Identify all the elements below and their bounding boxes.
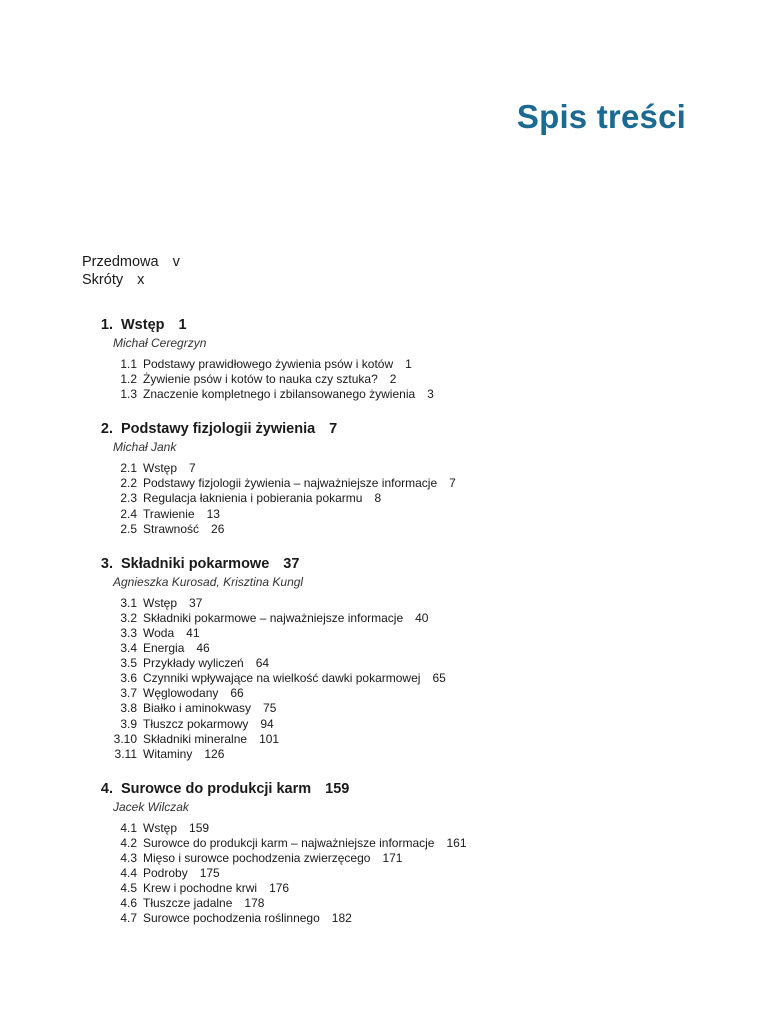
section-page: 1 (405, 357, 412, 371)
section-page: 171 (382, 850, 403, 865)
chapter-heading[interactable] (82, 779, 722, 799)
front-matter-title: Przedmowa (82, 254, 159, 270)
section-page: 75 (263, 701, 277, 716)
front-matter-page: x (137, 272, 145, 288)
section-page: 161 (446, 835, 467, 850)
section-title: Tłuszcz pokarmowy (143, 716, 249, 731)
chapter-block (82, 419, 722, 536)
chapter-number: 3. (100, 555, 113, 572)
section-number: 3.2 (120, 610, 137, 625)
section-item[interactable] (82, 747, 722, 762)
section-item[interactable] (82, 491, 722, 506)
section-page: 2 (389, 372, 397, 387)
section-page: 101 (259, 731, 280, 746)
section-number: 3.5 (120, 656, 137, 671)
chapter-author: Agnieszka Kurosad, Krisztina Kungl (113, 574, 304, 589)
section-number: 4.5 (120, 881, 137, 896)
section-page: 26 (211, 521, 225, 536)
section-number: 4.4 (120, 866, 137, 881)
chapter-heading[interactable] (82, 419, 722, 439)
section-page: 175 (199, 866, 220, 881)
section-number: 4.7 (120, 911, 137, 926)
table-of-contents (82, 315, 722, 943)
section-item[interactable] (82, 686, 722, 701)
chapter-heading[interactable] (82, 554, 722, 574)
section-item[interactable] (82, 911, 722, 926)
section-page: 37 (189, 595, 203, 610)
section-item[interactable] (82, 671, 722, 686)
section-page: 94 (260, 716, 274, 731)
section-page: 7 (449, 476, 456, 491)
section-title: Czynniki wpływające na wielkość dawki pokarmowej (143, 671, 421, 686)
section-item[interactable] (82, 701, 722, 716)
chapter-page: 37 (283, 555, 300, 572)
section-title: Energia (143, 641, 185, 656)
chapter-page: 159 (325, 780, 350, 797)
chapter-block (82, 315, 722, 402)
section-title: Wstęp (143, 820, 178, 835)
section-item[interactable] (82, 476, 722, 491)
section-title: Podroby (143, 866, 188, 881)
front-matter (82, 253, 180, 289)
chapter-number: 1. (100, 317, 113, 333)
chapter-block (82, 554, 722, 762)
front-matter-item[interactable] (82, 271, 180, 289)
chapter-page: 7 (329, 421, 338, 438)
section-number: 2.1 (120, 461, 137, 476)
section-page: 3 (427, 387, 434, 402)
section-list (82, 461, 722, 536)
front-matter-item[interactable] (82, 253, 180, 271)
section-number: 3.3 (120, 625, 137, 640)
section-number: 2.3 (120, 491, 137, 506)
section-number: 1.1 (120, 357, 137, 371)
section-number: 4.3 (120, 850, 137, 865)
chapter-author: Jacek Wilczak (113, 799, 189, 814)
section-title: Znaczenie kompletnego i zbilansowanego żywienia (143, 387, 416, 402)
section-number: 3.11 (114, 746, 137, 761)
section-title: Podstawy prawidłowego żywienia psów i kotów (143, 357, 394, 371)
section-page: 40 (415, 610, 429, 625)
section-item[interactable] (82, 372, 722, 387)
section-title: Wstęp (143, 595, 178, 610)
section-page: 41 (186, 625, 200, 640)
section-list (82, 596, 722, 762)
section-item[interactable] (82, 387, 722, 402)
section-page: 13 (206, 506, 220, 521)
section-item[interactable] (82, 461, 722, 476)
section-number: 3.6 (120, 671, 137, 686)
section-item[interactable] (82, 717, 722, 732)
section-title: Składniki mineralne (143, 731, 248, 746)
section-title: Mięso i surowce pochodzenia zwierzęcego (143, 850, 371, 865)
section-title: Białko i aminokwasy (143, 701, 252, 716)
section-title: Strawność (143, 521, 200, 536)
section-number: 2.2 (120, 476, 137, 491)
section-item[interactable] (82, 522, 722, 537)
page-title: Spis treści (516, 98, 686, 135)
section-number: 1.3 (120, 387, 137, 402)
front-matter-page: v (172, 254, 180, 270)
section-item[interactable] (82, 507, 722, 522)
section-item[interactable] (82, 732, 722, 747)
section-number: 3.4 (120, 641, 137, 656)
section-page: 182 (331, 911, 352, 926)
section-title: Węglowodany (143, 686, 219, 701)
section-list (82, 821, 722, 927)
section-number: 3.1 (120, 595, 137, 610)
section-item[interactable] (82, 881, 722, 896)
section-number: 3.10 (113, 731, 137, 746)
chapter-title: Surowce do produkcji karm (121, 780, 312, 797)
section-number: 1.2 (120, 372, 137, 387)
section-item[interactable] (82, 851, 722, 866)
section-item[interactable] (82, 626, 722, 641)
section-number: 3.7 (120, 686, 137, 701)
chapter-block (82, 779, 722, 927)
section-page: 46 (196, 641, 210, 656)
section-page: 178 (244, 896, 265, 911)
section-item[interactable] (82, 611, 722, 626)
section-page: 64 (255, 656, 270, 671)
section-item[interactable] (82, 656, 722, 671)
section-title: Surowce pochodzenia roślinnego (143, 911, 320, 926)
section-item[interactable] (82, 836, 722, 851)
section-list (82, 357, 722, 402)
chapter-number: 2. (100, 421, 113, 438)
section-title: Trawienie (143, 506, 195, 521)
chapter-author: Michał Ceregrzyn (113, 336, 207, 350)
section-title: Tłuszcze jadalne (143, 896, 233, 911)
front-matter-title: Skróty (82, 272, 124, 288)
section-page: 159 (189, 820, 210, 835)
section-title: Wstęp (143, 461, 178, 476)
section-page: 65 (432, 671, 446, 686)
section-page: 7 (189, 461, 196, 476)
section-item[interactable] (82, 596, 722, 611)
section-title: Składniki pokarmowe – najważniejsze informacje (143, 610, 404, 625)
section-item[interactable] (82, 357, 722, 372)
chapter-title: Podstawy fizjologii żywienia (121, 421, 316, 438)
section-number: 3.8 (120, 701, 137, 716)
section-number: 4.2 (120, 835, 137, 850)
section-item[interactable] (82, 866, 722, 881)
section-page: 126 (204, 746, 225, 761)
section-item[interactable] (82, 821, 722, 836)
section-number: 3.9 (120, 716, 137, 731)
section-number: 4.6 (120, 896, 137, 911)
chapter-title: Wstęp (121, 317, 165, 333)
chapter-title: Składniki pokarmowe (121, 555, 270, 572)
chapter-heading[interactable] (82, 315, 722, 335)
section-title: Przykłady wyliczeń (143, 656, 244, 671)
section-item[interactable] (82, 641, 722, 656)
section-title: Surowce do produkcji karm – najważniejsze informacje (143, 835, 435, 850)
section-title: Krew i pochodne krwi (143, 881, 258, 896)
section-title: Regulacja łaknienia i pobierania pokarmu (143, 491, 363, 506)
section-item[interactable] (82, 896, 722, 911)
section-title: Żywienie psów i kotów to nauka czy sztuka? (143, 372, 378, 387)
section-number: 2.4 (120, 506, 137, 521)
section-title: Woda (143, 625, 175, 640)
section-page: 66 (230, 686, 244, 701)
section-title: Witaminy (143, 746, 193, 761)
section-page: 8 (374, 491, 382, 506)
section-number: 4.1 (120, 820, 137, 835)
chapter-page: 1 (178, 317, 187, 333)
section-number: 2.5 (120, 521, 137, 536)
section-title: Podstawy fizjologii żywienia – najważniejsze informacje (143, 476, 438, 491)
section-page: 176 (269, 881, 290, 896)
chapter-number: 4. (100, 780, 113, 797)
chapter-author: Michał Jank (113, 440, 177, 455)
